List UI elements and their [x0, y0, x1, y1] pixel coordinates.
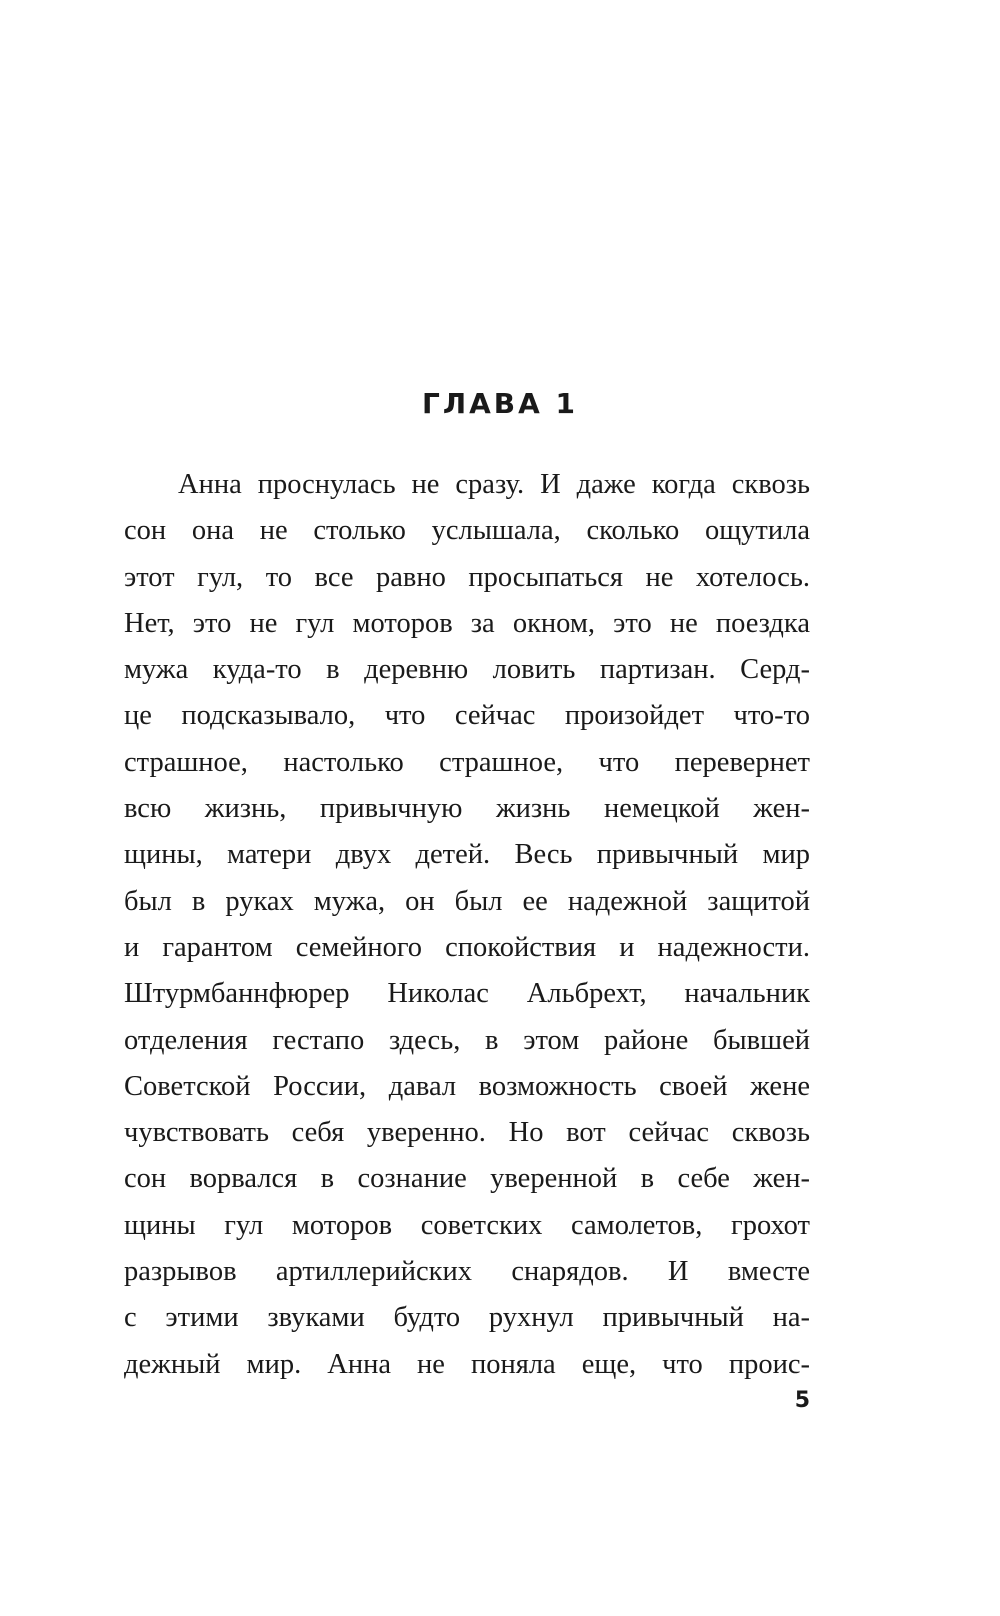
text-line: мужа куда-то в деревню ловить партизан. Серд-	[124, 654, 810, 686]
page-number: 5	[794, 1388, 810, 1413]
text-line: этот гул, то все равно просыпаться не хотелось.	[124, 561, 810, 593]
chapter-title: ГЛАВА 1	[421, 387, 578, 420]
text-line: всю жизнь, привычную жизнь немецкой жен-	[124, 793, 810, 825]
text-line: отделения гестапо здесь, в этом районе бывшей	[124, 1024, 810, 1056]
text-line: Анна проснулась не сразу. И даже когда сквозь	[178, 469, 810, 500]
text-line: чувствовать себя уверенно. Но вот сейчас сквозь	[124, 1117, 810, 1149]
text-line: Штурмбаннфюрер Николас Альбрехт, начальник	[124, 978, 810, 1010]
text-line: Нет, это не гул моторов за окном, это не поездка	[124, 607, 810, 639]
text-line: разрывов артиллерийских снарядов. И вместе	[124, 1256, 810, 1288]
text-line: дежный мир. Анна не поняла еще, что проис-	[124, 1348, 810, 1380]
text-line: щины, матери двух детей. Весь привычный мир	[124, 839, 810, 871]
text-line: це подсказывало, что сейчас произойдет что-то	[124, 700, 810, 732]
chapter-body-text	[124, 462, 810, 1388]
text-line: щины гул моторов советских самолетов, грохот	[124, 1209, 810, 1241]
text-line: и гарантом семейного спокойствия и надежности.	[124, 931, 810, 963]
text-line: страшное, настолько страшное, что перевернет	[124, 746, 810, 778]
text-line: сон она не столько услышала, сколько ощутила	[124, 515, 810, 547]
text-line: был в руках мужа, он был ее надежной защитой	[124, 885, 810, 917]
text-line: Советской России, давал возможность своей жене	[124, 1070, 810, 1102]
text-line: с этими звуками будто рухнул привычный на-	[124, 1302, 810, 1334]
text-line: сон ворвался в сознание уверенной в себе жен-	[124, 1163, 810, 1195]
